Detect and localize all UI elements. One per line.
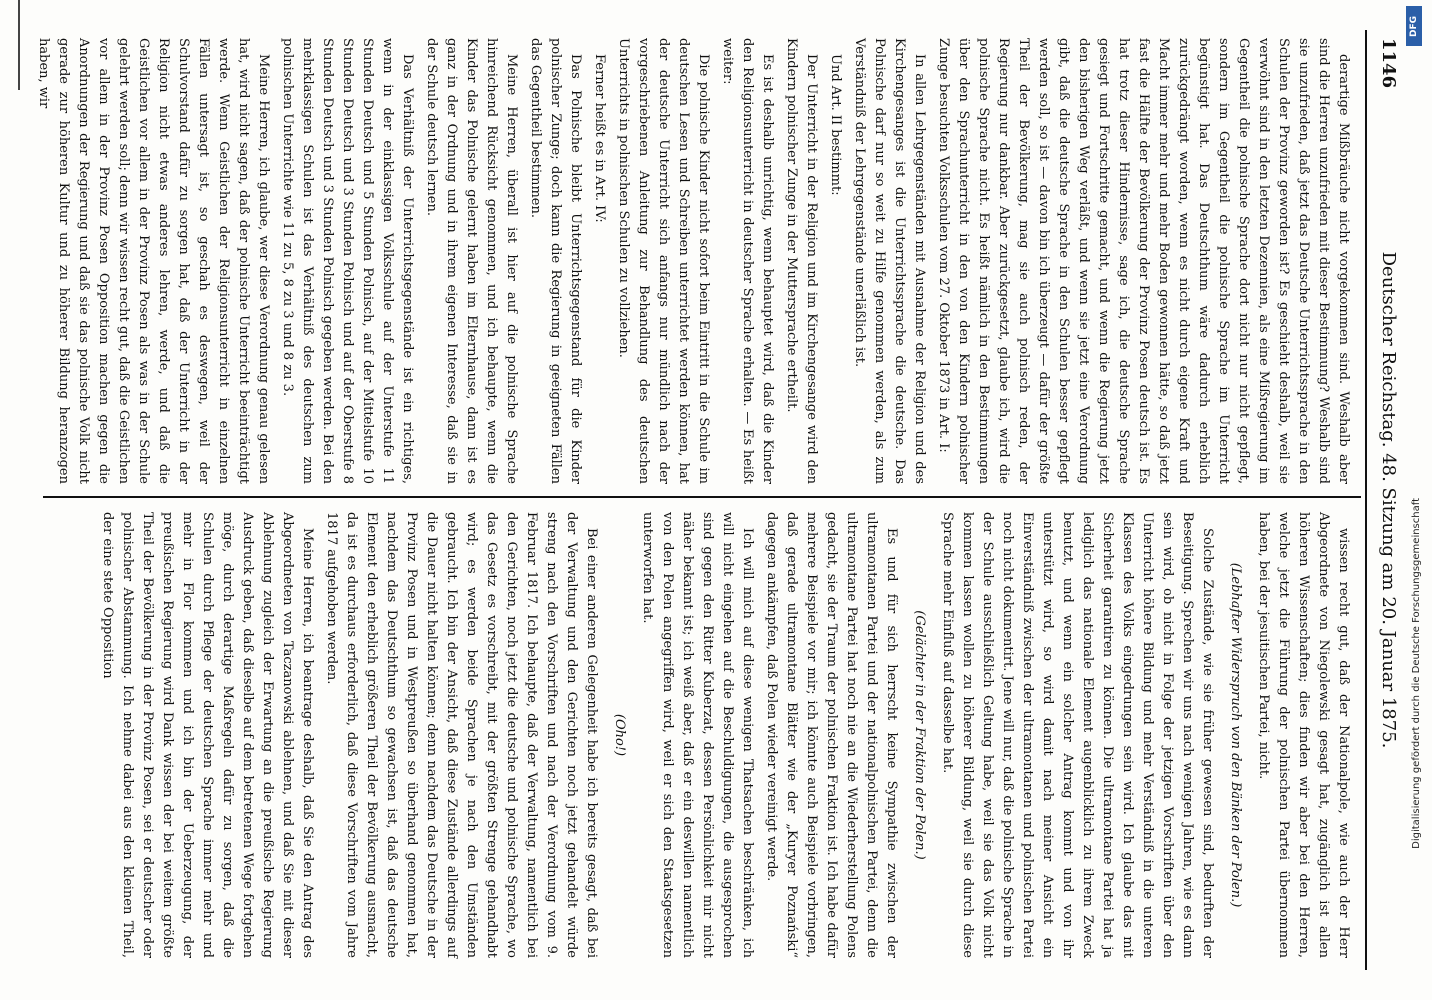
paragraph: Ferner heißt es in Art. IV: bbox=[592, 54, 607, 223]
left-text-column bbox=[29, 38, 1353, 484]
dfg-logo: DFG bbox=[1406, 6, 1422, 46]
page-number: 1146 bbox=[1378, 38, 1399, 89]
paragraph: Das Verhältniß der Unterrichtsgegenstände ist ein richtiges, wenn in der einklassigen Volksschule auf der Unterstufe 11 Stunden Deutsch und 5 Stunden Polnisch, auf der Mittelstufe 10 Stunden Deutsch und 3 Stunden Polnisch und auf der Oberstufe 8 Stunden Deutsch und 3 Stunden Polnisch gegeben werden. Bei den mehrklassigen Schulen ist das Verhältniß des deutschen zum polnischen Unterrichte wie 11 zu 5, 8 zu 3 und 8 zu 3. bbox=[280, 38, 415, 484]
paragraph: Solche Zustände, wie sie früher gewesen sind, bedurften der Beseitigung. Sprechen wir uns nach wenigen Jahren, wie es dann sein wird, ob nicht in Folge der jetzigen Vorschriften über den Unterricht höhere Bildung und mehr Verständniß in die unteren Klassen des Volks eingedrungen sein wird. Ich glaube das mit Sicherheit garantiren zu können. Die ultramontane Partei hat ja lediglich das nationale Element augenblicklich zu ihrem Zweck benutzt, und wenn ein solcher Antrag kommt und von ihr unterstützt wird, so wird damit nach meiner Ansicht ein Einverständniß zwischen der ultramontanen und polnischen Partei noch nicht dokumentirt. Jene will nur, daß die polnische Sprache in der Schule ausschließlich Geltung habe, weil sie das Volk nicht kommen lassen wollen zu höherer Bildung, weil sie durch diese Sprache mehr Einfluß auf dasselbe hat. bbox=[940, 512, 1215, 958]
column-divider bbox=[43, 496, 1361, 498]
interjection: (Gelächter in der Fraktion der Polen.) bbox=[912, 610, 927, 860]
paragraph: Meine Herren, überall ist hier auf die polnische Sprache hinreichend Rücksicht genommen, und ich behaupte, wenn die Kinder das Polnische gelernt haben im Elternhause, dann ist es ganz in der Ordnung und in ihrem eigenen Interesse, daß sie in der Schule deutsch lernen. bbox=[424, 38, 519, 484]
digitization-credit: Digitalisierung gefördert durch die Deutsche Forschungsgemeinschaft bbox=[1411, 498, 1422, 849]
interjection: (Oho!) bbox=[612, 713, 627, 757]
paragraph: Es ist deshalb unrichtig, wenn behauptet wird, daß die Kinder den Religionsunterricht in deutscher Sprache erhalten. — Es heißt weiter: bbox=[720, 38, 775, 484]
paragraph: Ich will mich auf diese wenigen Thatsachen beschränken, ich will nicht eingehen auf die Beschuldigungen, die ausgesprochen sind gegen den Ritter Kuberzat, dessen Persönlichkeit mir nicht näher bekannt ist; ich weiß aber, daß er ein deswillen namentlich von den Polen angegriffen wird, weil er sich den Staatsgesetzen unterworfen hat. bbox=[640, 512, 755, 958]
paragraph: Der Unterricht in der Religion und im Kirchengesange wird den Kindern polnischer Zunge in der Muttersprache ertheilt. bbox=[784, 38, 819, 484]
paragraph: In allen Lehrgegenständen mit Ausnahme der Religion und des Kirchengesanges ist die Unterrichtssprache die deutsche. Das Polnische darf nur so weit zu Hilfe genommen werden, als zum Verständniß der Lehrgegenstände unerläßlich ist. bbox=[852, 38, 927, 484]
paragraph: Bei einer anderen Gelegenheit habe ich bereits gesagt, daß bei der Verwaltung und den Gerichten noch jetzt gehandelt würde streng nach den Vorschriften und nach der Verordnung vom 9. Februar 1817. Ich behaupte, daß der Verwaltung, namentlich bei den Gerichten, noch jetzt die deutsche und polnische Sprache, wo das Gesetz es vorschreibt, mit der größten Strenge gehandhabt wird; es werden beide Sprachen je nach den Umständen gebraucht. Ich bin der Ansicht, daß diese Zustände allerdings auf die Dauer nicht halten können; denn nachdem das Deutsche in der Provinz Posen und in Westpreußen so überhand genommen hat, nachdem das Deutschthum so gewachsen ist, daß das deutsche Element den erheblich größeren Theil der Bevölkerung ausmacht, da ist es durchaus erforderlich, daß diese Vorschriften vom Jahre 1817 aufgehoben werden. bbox=[324, 512, 599, 958]
page-title: Deutscher Reichstag. 48. Sitzung am 20. Januar 1875. bbox=[1378, 251, 1399, 749]
right-text-column bbox=[93, 512, 1353, 958]
paragraph: Die polnische Kinder nicht sofort beim Eintritt in die Schule im deutschen Lesen und Schreiben unterrichtet werden können, hat der deutsche Unterricht sich anfangs nur mündlich nach der vorgeschriebenen Anleitung zur Behandlung des deutschen Unterrichts in polnischen Schulen zu vollziehen. bbox=[616, 38, 711, 484]
interjection: (Lebhafter Widerspruch von den Bänken der Polen.) bbox=[1228, 562, 1243, 908]
paragraph: derartige Mißbräuche nicht vorgekommen sind. Weshalb aber sind die Herren unzufrieden mit dieser Bestimmung? Weshalb sind sie unzufrieden, daß jetzt das Deutsche Unterrichtssprache in den Schulen der Provinz geworden ist? Es geschieht deshalb, weil sie verwöhnt sind in den letzten Dezennien, als eine Mißregierung im Gegentheil die polnische Sprache dort nicht nur nicht gepflegt, sondern im Gegentheil die polnische Sprache im Unterricht begünstigt hat. Das Deutschthum wäre dadurch erheblich zurückgedrängt worden, wenn es nicht durch eigene Kraft und Macht immer mehr und mehr Boden gewonnen hätte, so daß jetzt fast die Hälfte der Bevölkerung der Provinz Posen deutsch ist. Es hat trotz dieser Hindernisse, sage ich, die deutsche Sprache gesiegt und Fortschritte gemacht, und wenn die Regierung jetzt den bisherigen Weg verläßt, und wenn sie jetzt eine Verordnung gibt, daß die deutsche Sprache in den Schulen besser gepflegt werden soll, so ist — davon bin ich überzeugt — dafür der größte Theil der Bevölkerung, mag sie auch polnisch reden, der Regierung nur dankbar. Aber zurückgesetzt, glaube ich, wird die polnische Sprache nicht. Es heißt nämlich in den Bestimmungen über den Sprachunterricht in den von den Kindern polnischer Zunge besuchten Volksschulen vom 27. Oktober 1873 in Art. I: bbox=[936, 38, 1351, 484]
paragraph: wissen recht gut, daß der Nationalpole, wie auch der Herr Abgeordnete von Niegolewski gesagt hat, zugänglich ist allen höheren Wissenschaften; dies finden wir aber bei den Herren, welche jetzt die Führung der polnischen Partei übernommen haben, bei der jesuitischen Partei, nicht. bbox=[1256, 512, 1351, 958]
paragraph: Es und für sich herrscht keine Sympathie zwischen der ultramontanen Partei und der nationalpolnischen Partei, denn die ultramontane Partei hat noch nie an die Wiederherstellung Polens gedacht, sie der Traum der polnischen Fraktion ist. Ich habe dafür mehrere Beispiele vor mir; ich könnte auch Beispiele vorbringen, daß gerade ultramontane Blätter wie der „Kuryer Poznański“ dagegen ankämpfen, daß Polen wieder vereinigt werde. bbox=[764, 512, 899, 958]
header-rule bbox=[1365, 30, 1367, 970]
scan-edge-mark bbox=[0, 0, 20, 90]
paragraph: Meine Herren, ich glaube, wer diese Verordnung genau gelesen hat, wird nicht sagen, daß der polnische Unterricht beeinträchtigt werde. Wenn Geistlichen der Religionsunterricht in einzelnen Fällen untersagt ist, so geschah es deswegen, weil der Schulvorstand dafür zu sorgen hat, daß der Unterricht in der Religion nicht etwas anderes lehren, werde, und daß die Geistlichen vor allem in der Provinz Posen als was in der Schule gelehrt werden soll; denn wir wissen recht gut, daß die Geistlichen vor allem in der Provinz Posen Opposition machen gegen die Anordnungen der Regierung und daß sie das polnische Volk nicht gerade zur höheren Kultur und zu höherer Bildung heranzogen haben, wir bbox=[36, 38, 271, 484]
paragraph: Und Art. II bestimmt: bbox=[828, 54, 843, 196]
rotated-newspaper-page bbox=[31, 30, 1401, 970]
paragraph: Das Polnische bleibt Unterrichtsgegenstand für die Kinder polnischer Zunge; doch kann die Regierung in geeigneten Fällen das Gegentheil bestimmen. bbox=[528, 38, 583, 484]
paragraph: Meine Herren, ich beantrage deshalb, daß Sie den Antrag des Abgeordneten von Taczanowski ablehnen, und daß Sie mit dieser Ablehnung zugleich der Erwartung an die preußische Regierung Ausdruck geben, daß dieselbe auf dem betretenen Wege fortgehen möge, durch derartige Maßregeln dafür zu sorgen, daß die Schulen durch Pflege der deutschen Sprache immer mehr und mehr in Flor kommen und ich bin der Ueberzeugung, der preußischen Regierung wird Dank wissen der bei weitem größte Theil der Bevölkerung in der Provinz Posen, sei er deutscher oder polnischer Abstammung. Ich nehme dabei aus den kleinen Theil, der eine stete Opposition bbox=[100, 512, 315, 958]
page-header bbox=[1369, 30, 1401, 970]
